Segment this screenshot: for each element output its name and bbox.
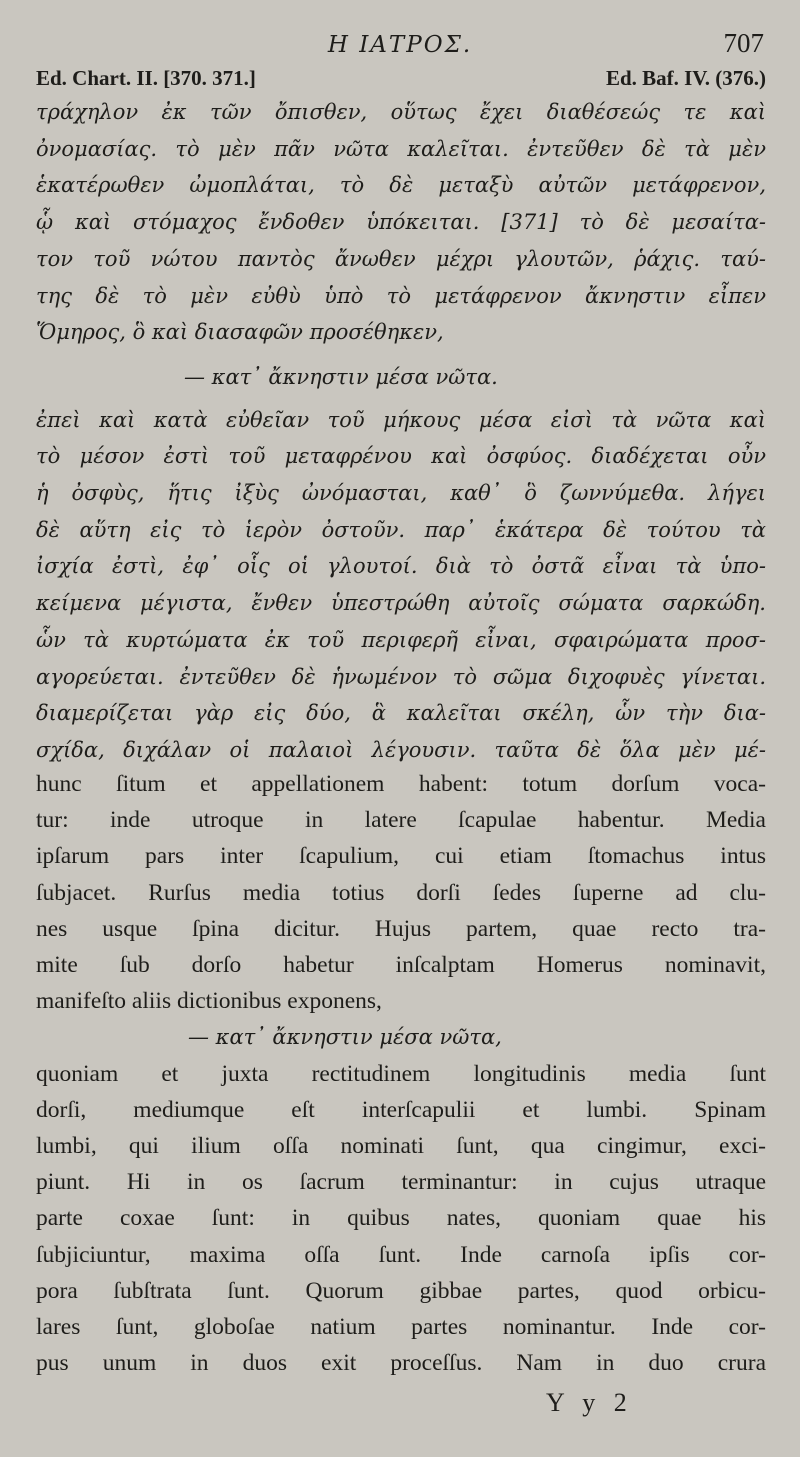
- latin-line: hunc ſitum et appellationem habent: totum dorſum voca-: [36, 771, 766, 797]
- greek-line: της δὲ τὸ μὲν εὐθὺ ὑπὸ τὸ μετάφρενον ἄκνηστιν εἶπεν: [36, 283, 766, 308]
- greek-line: ἡ ὀσφὺς, ἥτις ἰξὺς ὠνόμασται, καθ᾽ ὃ ζωννύμεθα. λήγει: [36, 481, 766, 506]
- running-head: [0, 28, 800, 62]
- greek-line: τὸ μέσον ἐστὶ τοῦ μεταφρένου καὶ ὀσφύος. διαδέχεται οὖν: [36, 444, 766, 469]
- latin-line: nes usque ſpina dicitur. Hujus partem, quae recto tra-: [36, 915, 766, 942]
- latin-line: lares ſunt, globoſae natium partes nominantur. Inde cor-: [36, 1314, 766, 1341]
- latin-line: pora ſubſtrata ſunt. Quorum gibbae partes, quod orbicu-: [36, 1277, 766, 1304]
- latin-line: ipſarum pars inter ſcapulium, cui etiam ſtomachus intus: [36, 843, 766, 870]
- greek-line: Ὅμηρος, ὃ καὶ διασαφῶν προσέθηκεν,: [36, 320, 444, 345]
- greek-line: ὀνομασίας. τὸ μὲν πᾶν νῶτα καλεῖται. ἐντεῦθεν δὲ τὰ μὲν: [36, 136, 766, 161]
- greek-line: ᾧ καὶ στόμαχος ἔνδοθεν ὑπόκειται. [371] τὸ δὲ μεσαίτα-: [36, 210, 766, 235]
- greek-line: ἐπεὶ καὶ κατὰ εὐθεῖαν τοῦ μήκους μέσα εἰσὶ τὰ νῶτα καὶ: [36, 407, 766, 432]
- latin-line: tur: inde utroque in latere ſcapulae habentur. Media: [36, 807, 766, 834]
- page-number: 707: [723, 28, 764, 58]
- greek-line: ἑκατέρωθεν ὠμοπλάται, τὸ δὲ μεταξὺ αὐτῶν μετάφρενον,: [36, 173, 766, 198]
- latin-line: parte coxae ſunt: in quibus nates, quoniam quae his: [36, 1205, 766, 1232]
- latin-line: lumbi, qui ilium oſſa nominati ſunt, qua cingimur, exci-: [36, 1133, 766, 1160]
- greek-text: [36, 94, 766, 769]
- latin-line: dorſi, mediumque eſt interſcapulii et lumbi. Spinam: [36, 1096, 766, 1123]
- greek-line: ὧν τὰ κυρτώματα ἐκ τοῦ περιφερῆ εἶναι, σφαιρώματα προσ-: [36, 627, 766, 652]
- latin-line: piunt. Hi in os ſacrum terminantur: in cujus utraque: [36, 1169, 766, 1196]
- gathering-signature: Y y 2: [546, 1388, 633, 1417]
- greek-line: ἰσχία ἐστὶ, ἐφ᾽ οἷς οἱ γλουτοί. διὰ τὸ ὀστᾶ εἶναι τὰ ὑπο-: [36, 554, 766, 579]
- greek-line: τον τοῦ νώτου παντὸς ἄνωθεν μέχρι γλουτῶν, ῥάχις. ταύ-: [36, 246, 766, 271]
- edition-chart-reference: Ed. Chart. II. [370. 371.]: [36, 66, 256, 90]
- greek-line: δὲ αὕτη εἰς τὸ ἱερὸν ὀστοῦν. παρ᾽ ἑκάτερα δὲ τούτου τὰ: [36, 517, 766, 542]
- greek-line: σχίδα, διχάλαν οἱ παλαιοὶ λέγουσιν. ταῦτα δὲ ὅλα μὲν μέ-: [36, 737, 766, 762]
- running-title: Η ΙΑΤΡΟΣ.: [327, 32, 473, 58]
- latin-line: ſubjiciuntur, maxima oſſa ſunt. Inde carnoſa ipſis cor-: [36, 1241, 766, 1268]
- edition-references: [36, 66, 766, 96]
- homer-quotation-latin-section: — κατ᾽ ἄκνηστιν μέσα νῶτα,: [188, 1025, 502, 1050]
- latin-line: pus unum in duos exit proceſſus. Nam in duo crura: [36, 1350, 766, 1377]
- latin-translation: [36, 766, 766, 1381]
- greek-line: τράχηλον ἐκ τῶν ὄπισθεν, οὕτως ἔχει διαθέσεώς τε καὶ: [36, 100, 766, 124]
- homer-quotation: — κατ᾽ ἄκνηστιν μέσα νῶτα.: [184, 364, 498, 389]
- greek-line: διαμερίζεται γὰρ εἰς δύο, ἃ καλεῖται σκέλη, ὧν τὴν δια-: [36, 701, 766, 726]
- greek-line: αγορεύεται. ἐντεῦθεν δὲ ἡνωμένον τὸ σῶμα διχοφυὲς γίνεται.: [36, 664, 766, 689]
- latin-line: ſubjacet. Rurſus media totius dorſi ſedes ſuperne ad clu-: [36, 879, 766, 906]
- edition-basel-reference: Ed. Baf. IV. (376.): [605, 66, 766, 90]
- latin-line: mite ſub dorſo habetur inſcalptam Homerus nominavit,: [36, 952, 766, 979]
- latin-line: manifeſto aliis dictionibus exponens,: [36, 988, 382, 1015]
- greek-line: κείμενα μέγιστα, ἔνθεν ὑπεστρώθη αὐτοῖς σώματα σαρκώδη.: [36, 591, 766, 616]
- latin-line: quoniam et juxta rectitudinem longitudinis media ſunt: [36, 1060, 766, 1087]
